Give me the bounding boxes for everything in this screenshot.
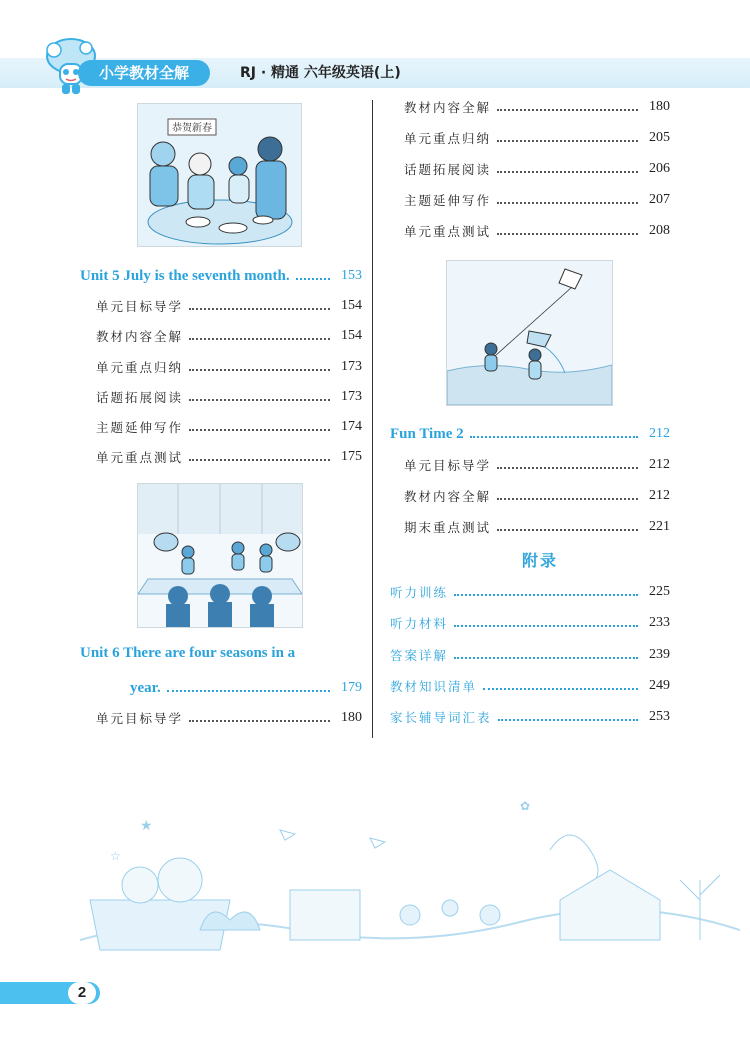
toc-item-page: 154 [341, 328, 362, 343]
toc-item-page: 206 [649, 161, 670, 176]
leader-dots [189, 399, 330, 401]
kite-flying-illustration [446, 260, 613, 406]
toc-item-label: 单元重点归纳 [96, 360, 184, 375]
toc-item-label: 单元目标导学 [96, 299, 184, 314]
header-title: RJ · 精通 六年级英语(上) [240, 65, 401, 81]
toc-item-page: 205 [649, 130, 670, 145]
unit5-title-label: Unit 5 July is the seventh month. [80, 267, 290, 284]
toc-unit5-title[interactable] [80, 266, 362, 286]
column-divider [372, 100, 373, 738]
leader-dots [454, 625, 638, 627]
toc-item-page: 180 [649, 99, 670, 114]
svg-text:✿: ✿ [520, 799, 531, 813]
toc-item-page: 175 [341, 449, 362, 464]
toc-item-page: 249 [649, 678, 670, 693]
leader-dots [189, 720, 330, 722]
leader-dots [497, 233, 638, 235]
toc-item-label: 单元目标导学 [96, 711, 184, 726]
toc-item-page: 225 [649, 584, 670, 599]
toc-item[interactable] [404, 159, 670, 179]
toc-item-page: 207 [649, 192, 670, 207]
toc-item-label: 单元重点归纳 [404, 131, 492, 146]
toc-item-page: 212 [649, 488, 670, 503]
toc-item[interactable] [404, 190, 670, 210]
toc-appendix-item[interactable] [390, 676, 670, 696]
toc-item-page: 253 [649, 709, 670, 724]
toc-item[interactable] [96, 296, 362, 316]
leader-dots [497, 171, 638, 173]
toc-appendix-item[interactable] [390, 613, 670, 633]
page-number: 2 [68, 982, 96, 1004]
toc-item-label: 听力训练 [390, 585, 449, 600]
new-year-sign-text: 恭贺新春 [172, 123, 212, 134]
toc-item[interactable] [96, 387, 362, 407]
toc-item[interactable] [404, 128, 670, 148]
leader-dots [454, 657, 638, 659]
toc-item[interactable] [96, 708, 362, 728]
toc-item-label: 主题延伸写作 [96, 420, 184, 435]
toc-item-label: 话题拓展阅读 [404, 162, 492, 177]
toc-item-label: 期末重点测试 [404, 520, 492, 535]
leader-dots [497, 529, 638, 531]
toc-item-label: 教材内容全解 [404, 100, 492, 115]
toc-appendix-item[interactable] [390, 582, 670, 602]
toc-item-page: 180 [341, 710, 362, 725]
funtime-title-label: Fun Time 2 [390, 425, 464, 442]
leader-dots [483, 688, 638, 690]
toc-item[interactable] [96, 326, 362, 346]
toc-item[interactable] [404, 517, 670, 537]
brand-label: 小学教材全解 [78, 60, 210, 86]
funtime-page: 212 [649, 426, 670, 441]
toc-item-label: 单元目标导学 [404, 458, 492, 473]
toc-item-page: 221 [649, 519, 670, 534]
toc-item-page: 173 [341, 389, 362, 404]
appendix-heading: 附录 [521, 551, 558, 570]
toc-item-label: 家长辅导词汇表 [390, 710, 492, 725]
leader-dots [497, 140, 638, 142]
leader-dots [498, 719, 638, 721]
leader-dots [189, 459, 330, 461]
leader-dots [497, 109, 638, 111]
leader-dots [189, 429, 330, 431]
toc-item-page: 173 [341, 359, 362, 374]
toc-appendix-item[interactable] [390, 707, 670, 727]
toc-item-page: 174 [341, 419, 362, 434]
decorative-footer-doodle [80, 790, 740, 980]
toc-item-label: 教材内容全解 [404, 489, 492, 504]
svg-text:☆: ☆ [110, 849, 121, 863]
toc-funtime-title[interactable] [390, 424, 670, 444]
unit6-page: 179 [341, 680, 362, 695]
leader-dots [167, 690, 330, 692]
toc-item-label: 话题拓展阅读 [96, 390, 184, 405]
toc-item-label: 教材内容全解 [96, 329, 184, 344]
leader-dots [189, 308, 330, 310]
toc-item-label: 教材知识清单 [390, 679, 478, 694]
toc-appendix-item[interactable] [390, 645, 670, 665]
toc-item-label: 听力材料 [390, 616, 449, 631]
leader-dots [497, 202, 638, 204]
toc-item[interactable] [96, 447, 362, 467]
toc-item-page: 212 [649, 457, 670, 472]
toc-item-label: 主题延伸写作 [404, 193, 492, 208]
toc-item-label: 单元重点测试 [404, 224, 492, 239]
leader-dots [189, 369, 330, 371]
toc-item-page: 208 [649, 223, 670, 238]
toc-item-page: 154 [341, 298, 362, 313]
toc-item[interactable] [96, 357, 362, 377]
svg-text:★: ★ [140, 818, 153, 834]
unit5-page: 153 [341, 268, 362, 283]
unit6-title-line2: year. [130, 679, 161, 696]
leader-dots [189, 338, 330, 340]
leader-dots [296, 278, 330, 280]
toc-item-label: 答案详解 [390, 648, 449, 663]
toc-item-page: 233 [649, 615, 670, 630]
toc-item[interactable] [404, 486, 670, 506]
leader-dots [497, 498, 638, 500]
toc-item[interactable] [404, 97, 670, 117]
unit6-title-line1[interactable]: Unit 6 There are four seasons in a [80, 645, 296, 661]
dance-performance-illustration [137, 483, 303, 628]
toc-item[interactable] [404, 221, 670, 241]
toc-unit6-title[interactable] [130, 678, 362, 698]
toc-item[interactable] [96, 417, 362, 437]
toc-item-label: 单元重点测试 [96, 450, 184, 465]
leader-dots [470, 436, 638, 438]
toc-item[interactable] [404, 455, 670, 475]
family-dinner-illustration [137, 103, 302, 247]
leader-dots [497, 467, 638, 469]
toc-item-page: 239 [649, 647, 670, 662]
leader-dots [454, 594, 638, 596]
